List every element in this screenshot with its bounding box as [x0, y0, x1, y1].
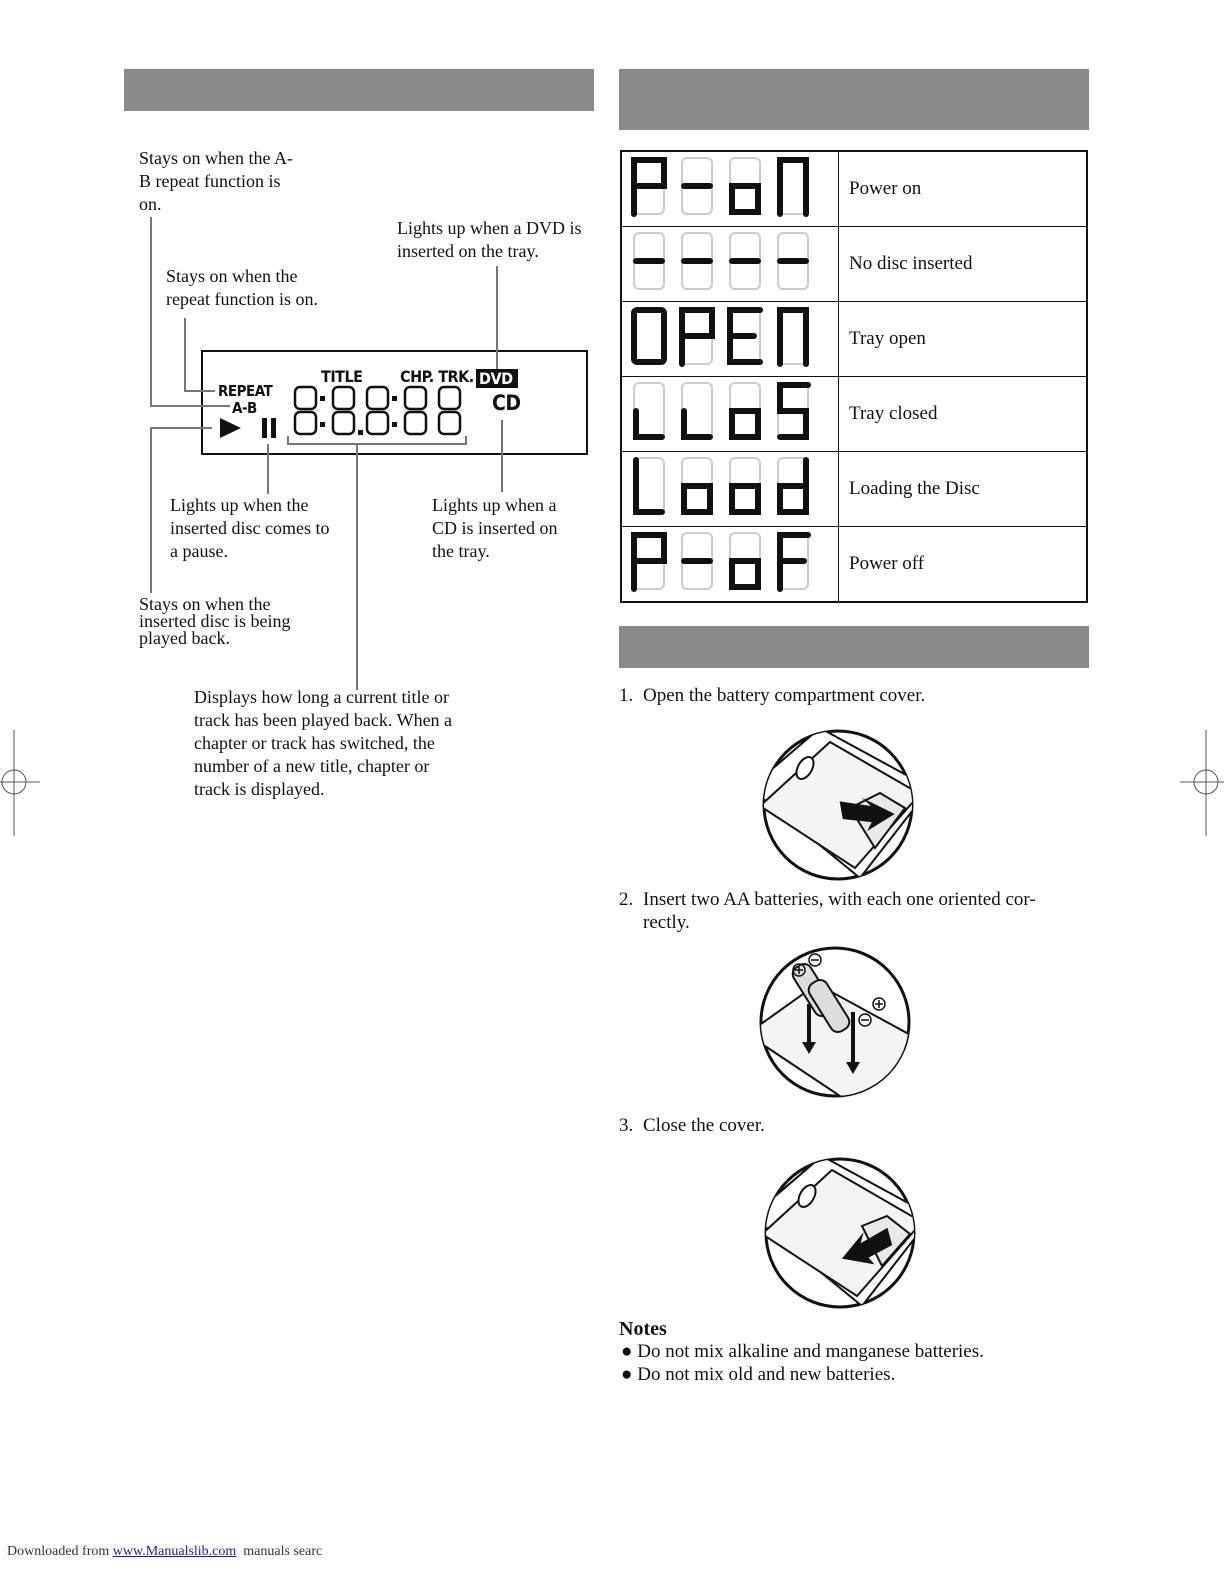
lcd-title-label: TITLE [321, 367, 363, 386]
footer [7, 1544, 322, 1560]
segment-code-no-disc [621, 227, 839, 302]
display-diagram [0, 0, 600, 700]
status-label: Power off [839, 527, 1088, 603]
step-text: Close the cover. [643, 1115, 765, 1136]
step-number: 2. [619, 889, 634, 910]
footer-suffix: manuals searc [243, 1544, 323, 1559]
footer-prefix: Downloaded from [7, 1544, 110, 1559]
step-text: Insert two AA batteries, with each one oriented cor- [643, 889, 1036, 910]
notes-item-text: Do not mix old and new batteries. [637, 1364, 896, 1385]
callout-ab-repeat: Stays on when the A-B repeat function is on. [139, 148, 293, 214]
table-row [621, 151, 1087, 227]
status-label: Loading the Disc [839, 452, 1088, 527]
table-row [621, 227, 1087, 302]
lcd-dvd-badge: DVD [479, 369, 513, 388]
step-text: Open the battery compartment cover. [643, 685, 926, 706]
segment-code-loading [621, 452, 839, 527]
battery-step-2 [619, 888, 1094, 936]
callout-play: Stays on when the inserted disc is being played back. [139, 594, 291, 648]
segment-code-power-off [621, 527, 839, 603]
status-label: No disc inserted [839, 227, 1088, 302]
step-text-continued: rectly. [643, 912, 690, 933]
table-row [621, 527, 1087, 603]
segment-code-tray-closed [621, 377, 839, 452]
battery-step-1 [619, 684, 1089, 708]
notes-item-text: Do not mix alkaline and manganese batteries. [637, 1341, 984, 1362]
callout-cd: Lights up when a CD is inserted on the tray. [432, 495, 558, 561]
status-label: Tray closed [839, 377, 1088, 452]
callout-dvd: Lights up when a DVD is inserted on the tray. [397, 218, 582, 261]
remote-close-cover-illustration [762, 1156, 918, 1310]
lcd-chp-trk-label: CHP. TRK. [400, 367, 474, 386]
table-row [621, 302, 1087, 377]
step-number: 1. [619, 685, 634, 706]
lcd-cd-label: CD [492, 391, 521, 415]
callout-time: Displays how long a current title or track has been played back. When a chapter or track has switched, the number of a new title, chapter or track is displayed. [194, 687, 453, 799]
crop-mark-right [1180, 730, 1224, 840]
status-label: Power on [839, 151, 1088, 227]
segment-code-tray-open [621, 302, 839, 377]
remote-open-cover-illustration [760, 728, 916, 882]
lcd-repeat-label: REPEAT [218, 382, 273, 400]
status-code-table [620, 150, 1088, 603]
status-label: Tray open [839, 302, 1088, 377]
callout-pause: Lights up when the inserted disc comes to a pause. [170, 495, 330, 561]
section-header-bar-status [619, 69, 1089, 130]
footer-link[interactable]: www.Manualslib.com [112, 1544, 237, 1559]
battery-step-3 [619, 1114, 1089, 1138]
table-row [621, 452, 1087, 527]
notes-item [621, 1364, 895, 1386]
remote-insert-batteries-illustration [757, 944, 913, 1100]
bullet-icon: ● [621, 1364, 633, 1385]
table-row [621, 377, 1087, 452]
callout-repeat: Stays on when the repeat function is on. [166, 266, 318, 309]
step-number: 3. [619, 1115, 634, 1136]
notes-item [621, 1341, 984, 1363]
bullet-icon: ● [621, 1341, 633, 1362]
lcd-ab-label: A-B [232, 399, 257, 417]
notes-heading: Notes [619, 1318, 667, 1340]
section-header-bar-battery [619, 626, 1089, 668]
segment-code-power-on [621, 151, 839, 227]
crop-mark-left [0, 730, 40, 840]
